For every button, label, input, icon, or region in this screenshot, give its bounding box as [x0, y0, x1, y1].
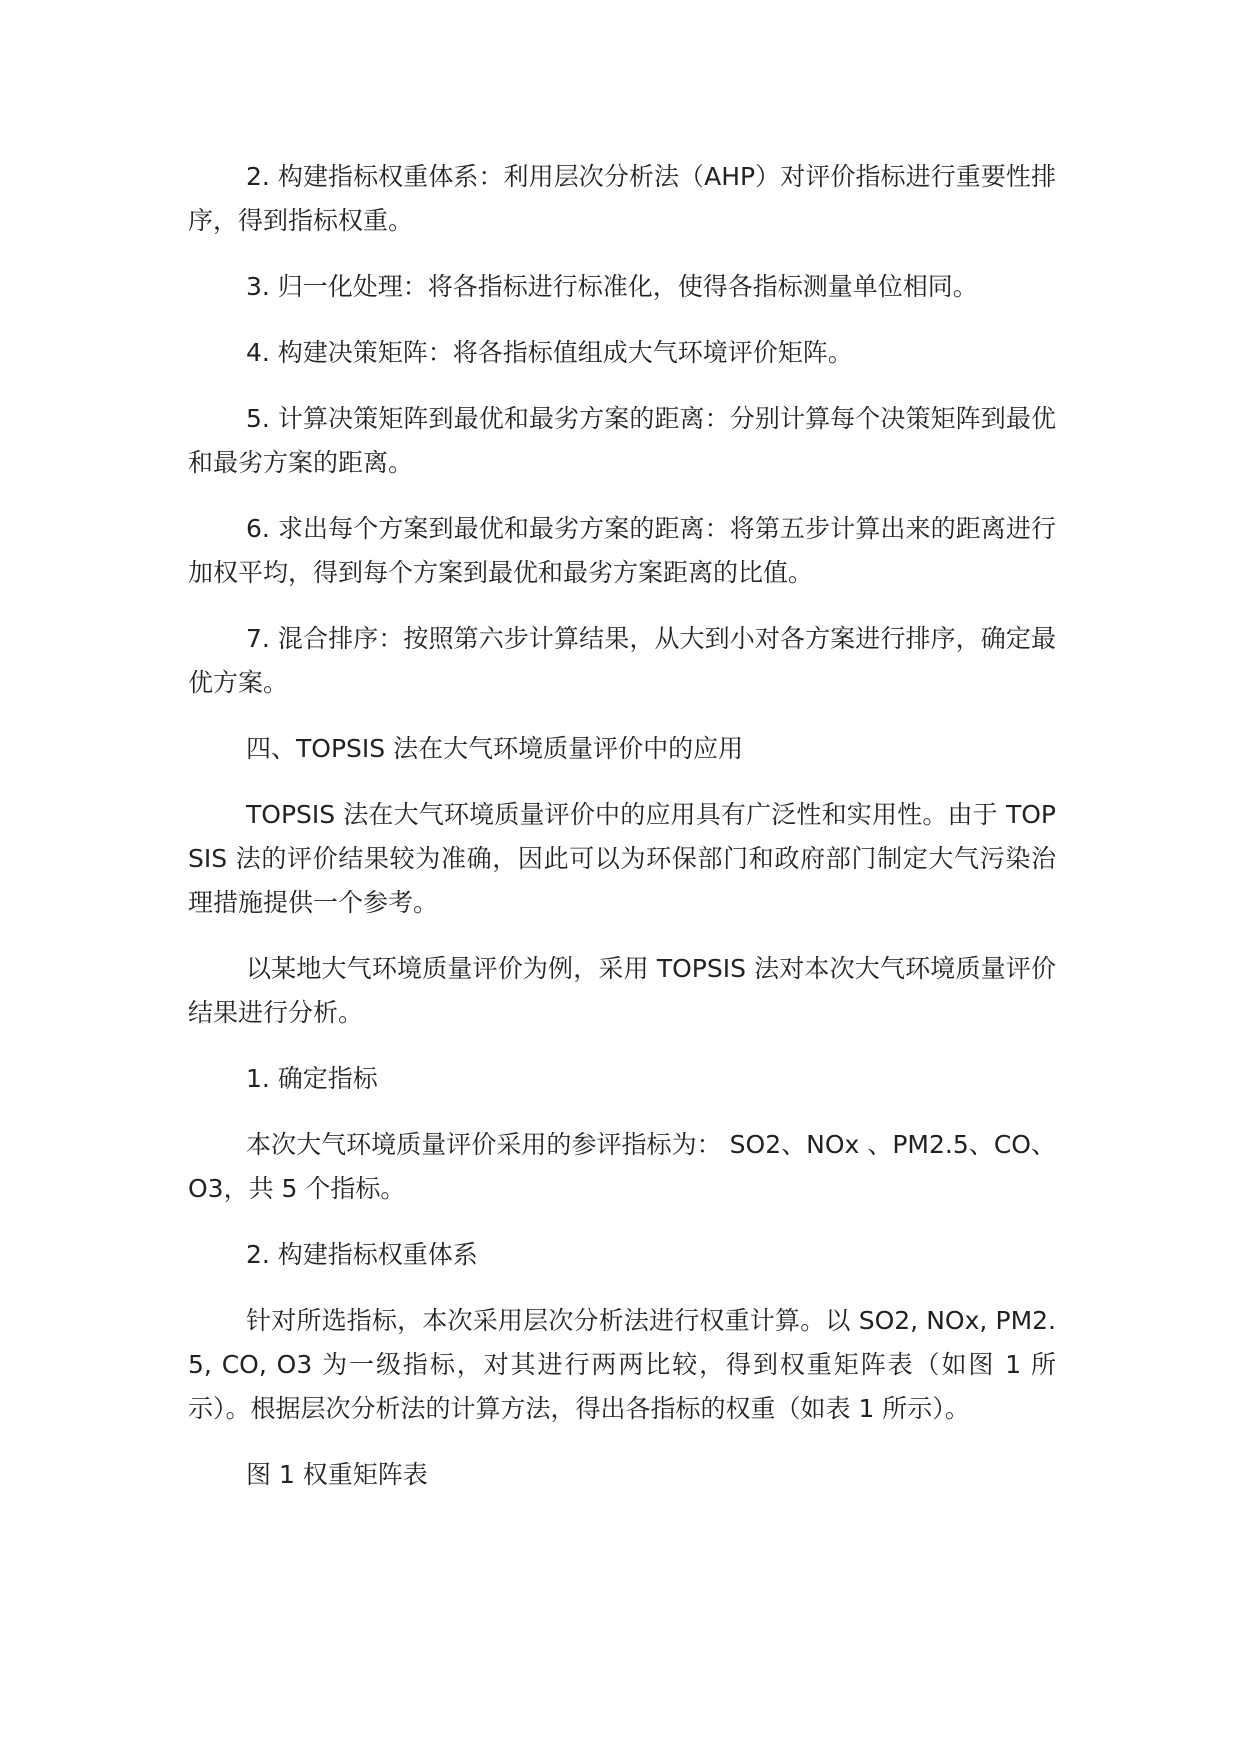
application-paragraph: TOPSIS 法在大气环境质量评价中的应用具有广泛性和实用性。由于 TOPSIS 法的评价结果较为准确，因此可以为环保部门和政府部门制定大气污染治理措施提供一个参考。	[188, 800, 1056, 917]
step-5-paragraph: 5. 计算决策矩阵到最优和最劣方案的距离：分别计算每个决策矩阵到最优和最劣方案的距离。	[188, 404, 1056, 477]
figure-caption: 图 1 权重矩阵表	[246, 1460, 428, 1489]
subheading-weight-system: 2. 构建指标权重体系	[246, 1240, 478, 1269]
weight-calculation-paragraph: 针对所选指标，本次采用层次分析法进行权重计算。以 SO2, NOx, PM2.5, CO, O3 为一级指标，对其进行两两比较，得到权重矩阵表（如图 1 所示）。根据层次分析法的计算方法，得出各指标的权重（如表 1 所示）。	[188, 1306, 1056, 1423]
document-page	[188, 155, 1056, 1519]
step-7-paragraph: 7. 混合排序：按照第六步计算结果，从大到小对各方案进行排序，确定最优方案。	[188, 624, 1056, 697]
section-heading: 四、TOPSIS 法在大气环境质量评价中的应用	[246, 734, 744, 763]
subheading-determine-indicators: 1. 确定指标	[246, 1064, 378, 1093]
indicators-paragraph: 本次大气环境质量评价采用的参评指标为： SO2、NOx 、PM2.5、CO、O3，共 5 个指标。	[188, 1130, 1056, 1203]
step-6-paragraph: 6. 求出每个方案到最优和最劣方案的距离：将第五步计算出来的距离进行加权平均，得到每个方案到最优和最劣方案距离的比值。	[188, 514, 1056, 587]
step-4-paragraph: 4. 构建决策矩阵：将各指标值组成大气环境评价矩阵。	[246, 338, 853, 367]
step-3-paragraph: 3. 归一化处理：将各指标进行标准化，使得各指标测量单位相同。	[246, 272, 978, 301]
example-paragraph: 以某地大气环境质量评价为例，采用 TOPSIS 法对本次大气环境质量评价结果进行分析。	[188, 954, 1056, 1027]
step-2-paragraph: 2. 构建指标权重体系：利用层次分析法（AHP）对评价指标进行重要性排序，得到指标权重。	[188, 162, 1056, 235]
